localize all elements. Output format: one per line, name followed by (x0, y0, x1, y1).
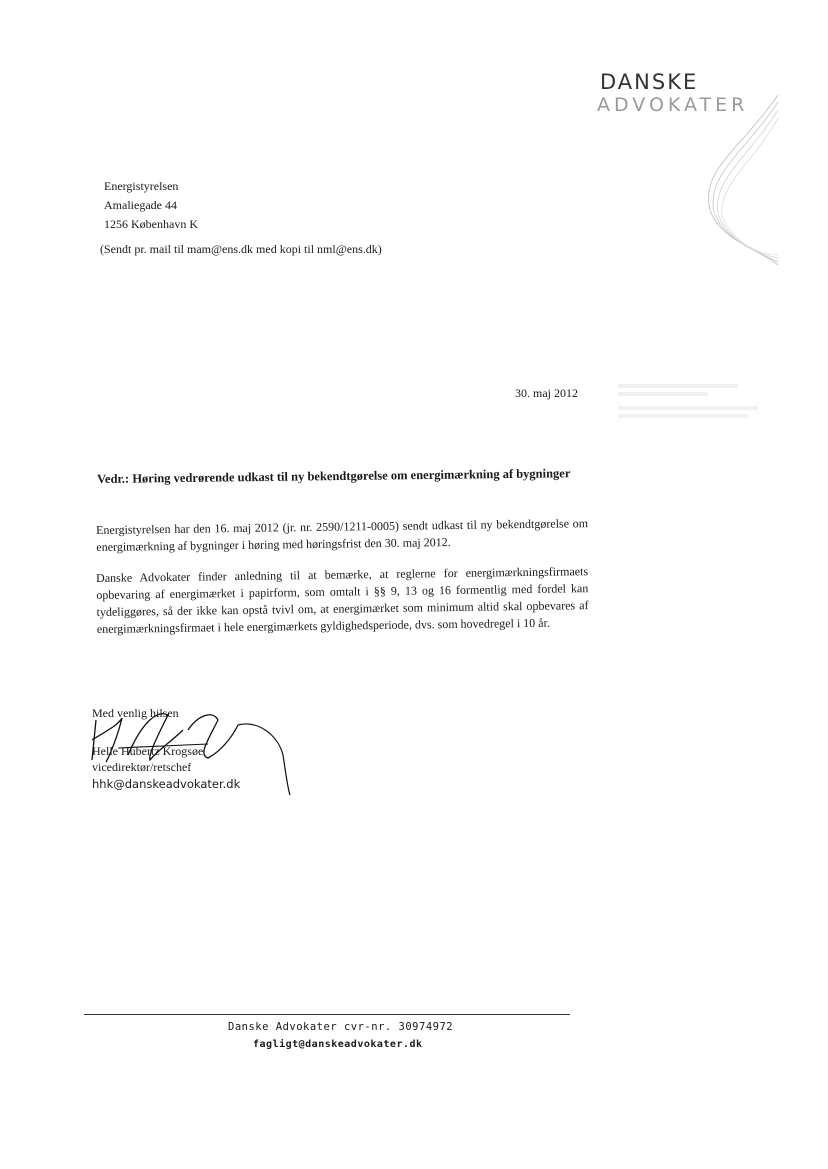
body-paragraph: Danske Advokater finder anledning til at bemærke, at reglerne for energimærkningsfirmaets opbevaring af energimærket i papirform, som omtalt i §§ 9, 13 og 16 formentlig med fordel kan tydeliggøres, så der ikke kan opstå tvivl om, at energimærket som minimum altid skal opbevares af energimærkningsfirmaet i hele energimærkets gyldighedsperiode, dvs. som hovedregel i 10 år. (96, 564, 589, 636)
signatory-email: hhk@danskeadvokater.dk (92, 777, 241, 791)
logo-danske: DANSKE (600, 70, 699, 94)
recipient-line: Amaliegade 44 (104, 198, 177, 212)
footer-email: fagligt@danskeadvokater.dk (253, 1039, 423, 1050)
faint-bleedthrough (618, 380, 758, 422)
sent-note: (Sendt pr. mail til mam@ens.dk med kopi til nml@ens.dk) (100, 242, 382, 256)
logo-advokater: ADVOKATER (597, 94, 749, 116)
body-paragraph: Energistyrelsen har den 16. maj 2012 (jr. nr. 2590/1211-0005) sendt udkast til ny bekendtgørelse om energimærkning af bygninger i høring med høringsfrist den 30. maj 2012. (96, 516, 589, 554)
letter-date: 30. maj 2012 (515, 386, 578, 400)
closing: Med venlig hilsen (92, 706, 179, 720)
signatory-name: Helle Hubertz Krogsøe (92, 744, 204, 758)
letter-subject: Vedr.: Høring vedrørende udkast til ny bekendtgørelse om energimærkning af bygninger (97, 466, 571, 486)
footer-org: Danske Advokater cvr-nr. 30974972 (228, 1021, 454, 1033)
recipient-line: Energistyrelsen (104, 179, 179, 193)
footer-divider (84, 1014, 570, 1015)
recipient-line: 1256 København K (104, 217, 198, 231)
logo-swoosh-graphic (700, 90, 780, 270)
recipient-address (104, 177, 198, 234)
signatory-title: vicedirektør/retschef (92, 760, 192, 774)
